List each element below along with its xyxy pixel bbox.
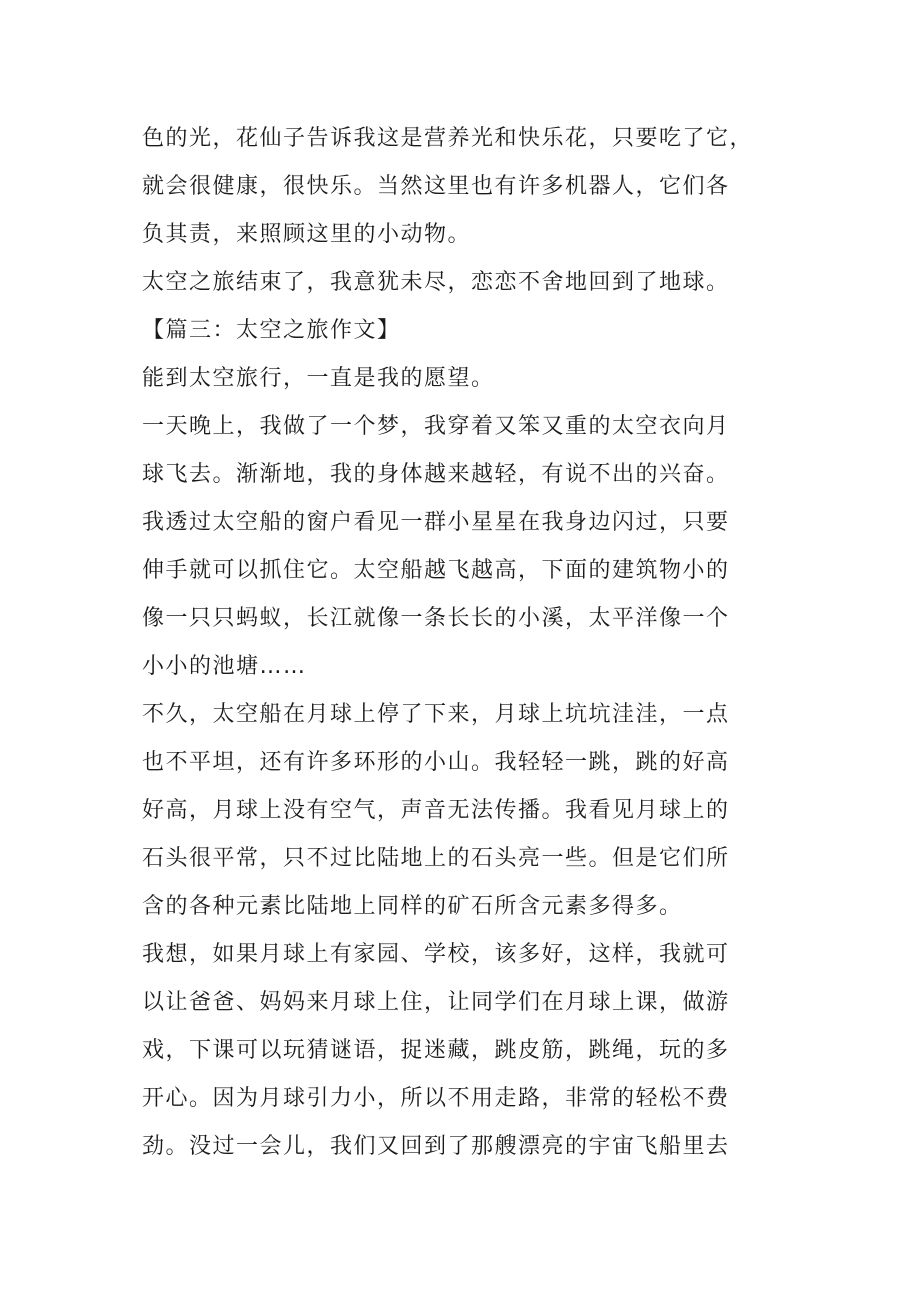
text-line: 太空之旅结束了，我意犹未尽，恋恋不舍地回到了地球。 [142, 270, 730, 295]
section-heading: 【篇三：太空之旅作文】 [142, 318, 401, 343]
text-line: 我透过太空船的窗户看见一群小星星在我身边闪过，只要 [142, 510, 730, 535]
text-line: 就会很健康，很快乐。当然这里也有许多机器人，它们各 [142, 174, 730, 199]
text-line: 小小的池塘…… [142, 654, 307, 679]
text-line: 开心。因为月球引力小，所以不用走路，非常的轻松不费 [142, 1086, 730, 1111]
text-line: 不久，太空船在月球上停了下来，月球上坑坑洼洼，一点 [142, 702, 730, 727]
text-line: 色的光，花仙子告诉我这是营养光和快乐花，只要吃了它， [142, 126, 754, 151]
text-line: 负其责，来照顾这里的小动物。 [142, 222, 472, 247]
text-line: 一天晚上，我做了一个梦，我穿着又笨又重的太空衣向月 [142, 414, 730, 439]
text-line: 以让爸爸、妈妈来月球上住，让同学们在月球上课，做游 [142, 990, 730, 1015]
text-line: 像一只只蚂蚁，长江就像一条长长的小溪，太平洋像一个 [142, 606, 730, 631]
text-line: 戏，下课可以玩猜谜语，捉迷藏，跳皮筋，跳绳，玩的多 [142, 1038, 730, 1063]
text-line: 我想，如果月球上有家园、学校，该多好，这样，我就可 [142, 942, 730, 967]
text-line: 伸手就可以抓住它。太空船越飞越高，下面的建筑物小的 [142, 558, 730, 583]
text-line: 好高，月球上没有空气，声音无法传播。我看见月球上的 [142, 798, 730, 823]
text-line: 球飞去。渐渐地，我的身体越来越轻，有说不出的兴奋。 [142, 462, 730, 487]
document-body [142, 115, 782, 1171]
text-line: 劲。没过一会儿，我们又回到了那艘漂亮的宇宙飞船里去 [142, 1134, 730, 1159]
text-line: 能到太空旅行，一直是我的愿望。 [142, 366, 495, 391]
text-line: 含的各种元素比陆地上同样的矿石所含元素多得多。 [142, 894, 683, 919]
text-line: 石头很平常，只不过比陆地上的石头亮一些。但是它们所 [142, 846, 730, 871]
text-line: 也不平坦，还有许多环形的小山。我轻轻一跳，跳的好高 [142, 750, 730, 775]
